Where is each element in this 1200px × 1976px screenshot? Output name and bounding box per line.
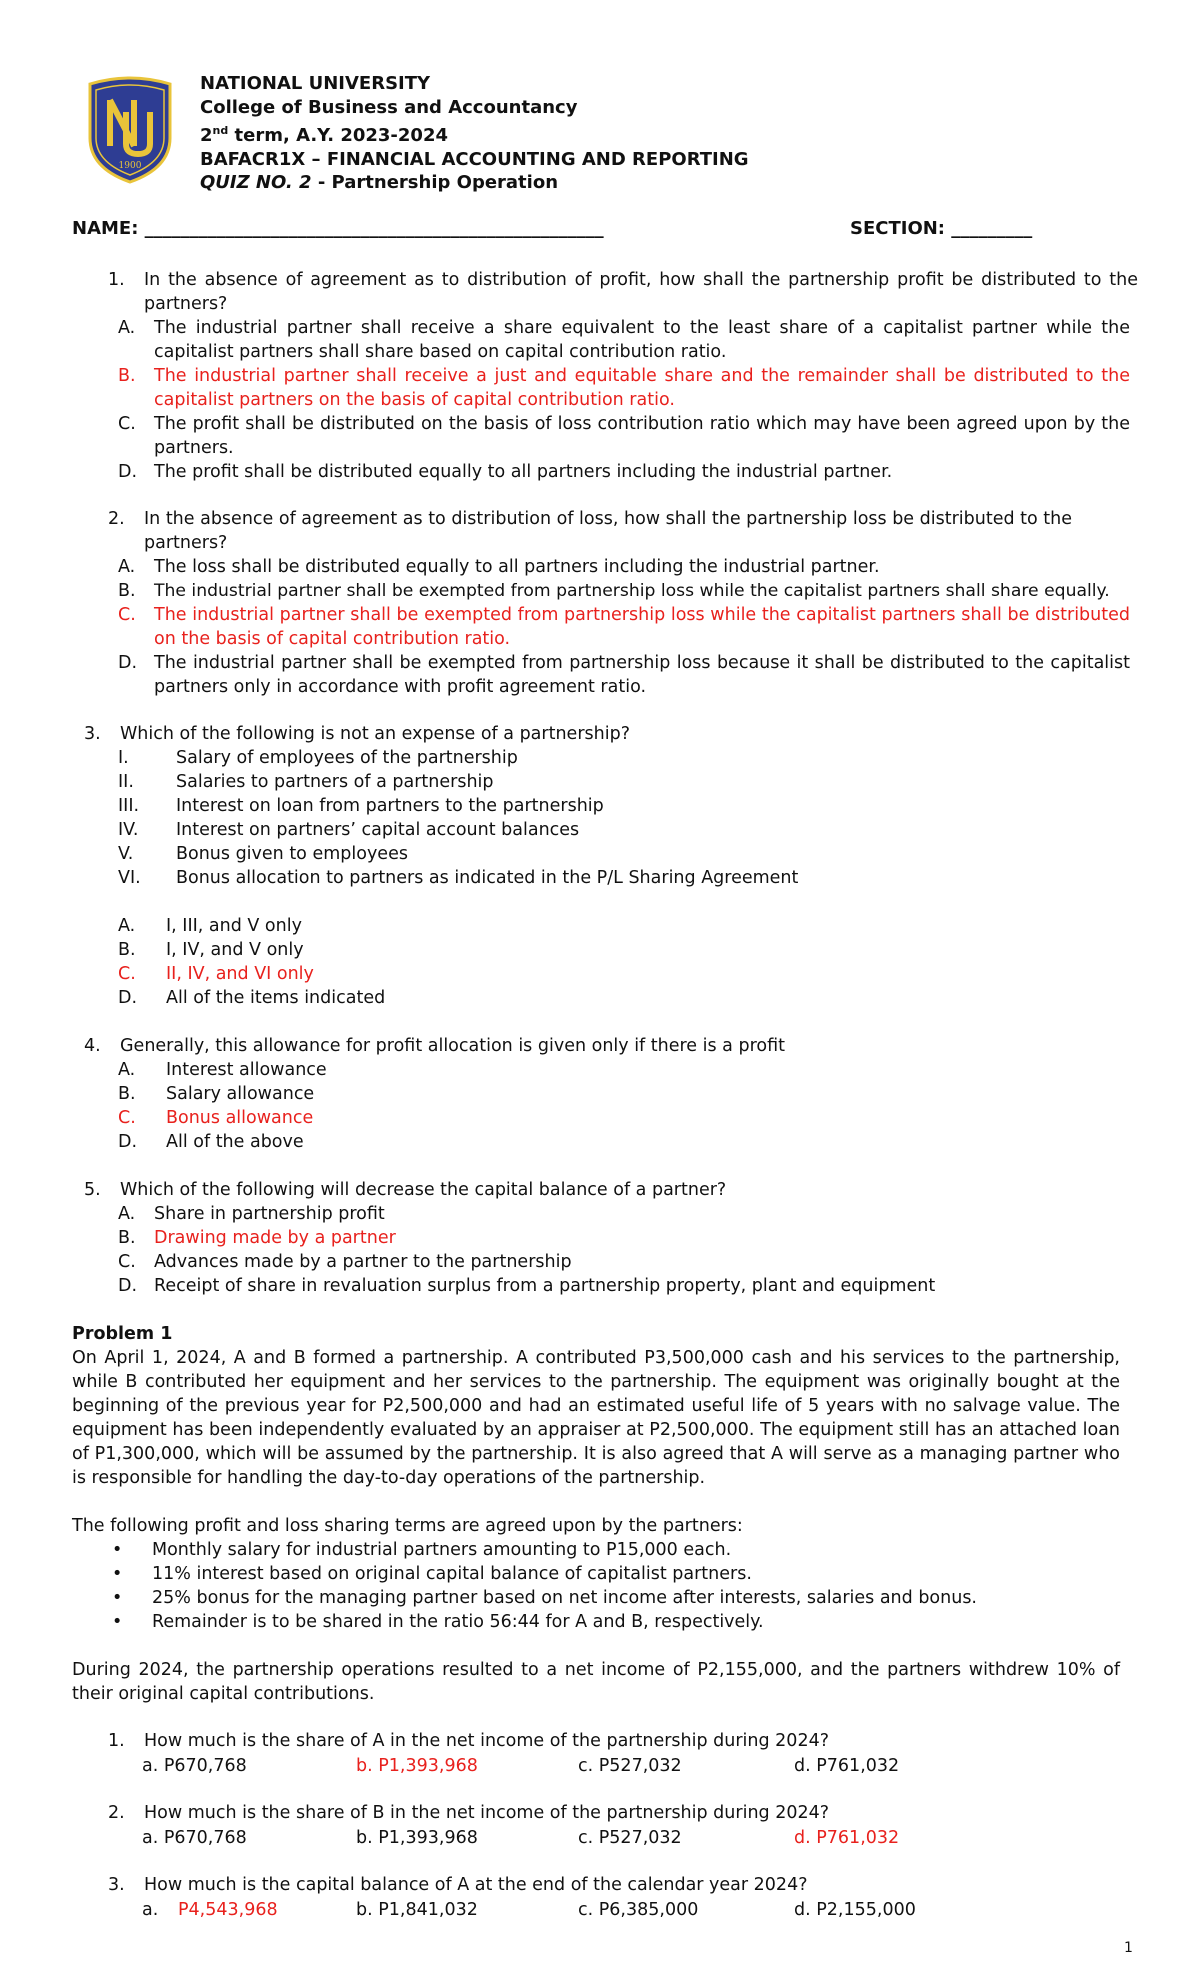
pq3-choice-b[interactable]: b. P1,841,032	[356, 1900, 478, 1920]
pq1-choice-b-answer[interactable]: b. P1,393,968	[356, 1756, 478, 1776]
page-number: 1	[1124, 1940, 1133, 1956]
pq3-choice-c[interactable]: c. P6,385,000	[578, 1900, 699, 1920]
bullet-icon: •	[112, 1612, 123, 1632]
pq2-choice-b[interactable]: b. P1,393,968	[356, 1828, 478, 1848]
pq3-choice-a-answer[interactable]: P4,543,968	[178, 1900, 278, 1920]
pq3-choice-d[interactable]: d. P2,155,000	[794, 1900, 916, 1920]
university-name: NATIONAL UNIVERSITY	[200, 73, 431, 94]
bullet-icon: •	[112, 1564, 123, 1584]
college-name: College of Business and Accountancy	[200, 96, 578, 118]
pq2-choice-c[interactable]: c. P527,032	[578, 1828, 682, 1848]
name-section-row	[72, 218, 1122, 239]
pq2-choice-d-answer[interactable]: d. P761,032	[794, 1828, 900, 1848]
problem-paragraph: On April 1, 2024, A and B formed a partnership. A contributed P3,500,000 cash and his services to the partnership, while B contributed her equipment and her services to the partnership. The equipment was originally bought at the beginning of the previous year for P2,500,000 and had an estimated useful life of 5 years with no salvage value. The equipment has been independently evaluated by an appraiser at P2,500,000. The equipment still has an attached loan of P1,300,000, which will be assumed by the partnership. It is also agreed that A will serve as a managing partner who is responsible for handling the day-to-day operations of the partnership.	[72, 1348, 1120, 1488]
course-title: BAFACR1X – FINANCIAL ACCOUNTING AND REPORTING	[200, 148, 749, 170]
problem-closing: During 2024, the partnership operations resulted to a net income of P2,155,000, and the partners withdrew 10% of their original capital contributions.	[72, 1660, 1120, 1704]
bullet-icon: •	[112, 1588, 123, 1608]
section-field[interactable]: SECTION: _________	[850, 218, 1033, 239]
document-header	[200, 72, 749, 195]
bullet-icon: •	[112, 1540, 123, 1560]
pq2-choice-a[interactable]: a. P670,768	[142, 1828, 247, 1848]
problem-title: Problem 1	[72, 1324, 173, 1344]
pq1-choice-d[interactable]: d. P761,032	[794, 1756, 900, 1776]
pq1-choice-a[interactable]: a. P670,768	[142, 1756, 247, 1776]
quiz-page: 1900 NATIONAL UNIVERSITY College of Business and Accountancy 2nd term, A.Y. 2023-2024 BAFACR1X – FINANCIAL ACCOUNTING AND REPORTING QUIZ NO. 2 - Partnership Operation NAME: ___________________________________________________ SECTION: _________ 1. In the absence of agreement as to distribution of profit, how shall the partnership profit be distributed to the partners? A. The industrial partner shall receive a share equivalent to the least share of a capitalist partner while the capitalist partners shall share based on capital contribution ratio. B. The industrial partner shall receive a just and equitable share and the remainder shall be distributed to the capitalist partners on the basis of capital contribution ratio. C. The profit shall be distributed on the basis of loss contribution ratio which may have been agreed upon by the partners. D. The profit shall be distributed equally to all partners including the industrial partner. 2. In the absence of agreement as to distribution of loss, how shall the partnership loss be distributed to the partners? A. The loss shall be distributed equally to all partners including the industrial partner. B. The industrial partner shall be exempted from partnership loss while the capitalist partners shall share equally. C. The industrial partner shall be exempted from partnership loss while the capitalist partners shall be distributed on the basis of capital contribution ratio. D. The industrial partner shall be exempted from partnership loss because it shall be distributed to the capitalist partners only in accordance with profit agreement ratio. 3. Which of the following is not an expense of a partnership? I. Salary of employees of the partnership II. Salaries to partners of a partnership III. Interest on loan from partners to the partnership IV. Interest on partners’ capital account balances V. Bonus given to employees VI. Bonus allocation to partners as indicated in the P/L Sharing Agreement A. I, III, and V only B. I, IV, and V only C. II, IV, and VI only D. All of the items indicated 4. Generally, this allowance for profit allocation is given only if there is a profit A. Interest allowance B. Salary allowance C. Bonus allowance D. All of the above 5. Which of the following will decrease the capital balance of a partner? A. Share in partnership profit B. Drawing made by a partner C. Advances made by a partner to the partnership D. Receipt of share in revaluation surplus from a partnership property, plant and equipment Problem 1 On April 1, 2024, A and B formed a partnership. A contributed P3,500,000 cash and his services to the partnership, while B contributed her equipment and her services to the partnership. The equipment was originally bought at the beginning of the previous year for P2,500,000 and had an estimated useful life of 5 years with no salvage value. The equipment has been independently evaluated by an appraiser at P2,500,000. The equipment still has an attached loan of P1,300,000, which will be assumed by the partnership. It is also agreed that A will serve as a managing partner who is responsible for handling the day-to-day operations of the partnership. The following profit and loss sharing terms are agreed upon by the partners: • Monthly salary for industrial partners amounting to P15,000 each. • 11% interest based on original capital balance of capitalist partners. • 25% bonus for the managing partner based on net income after interests, salaries and bonus. • Remainder is to be shared in the ratio 56:44 for A and B, respectively. During 2024, the partnership operations resulted to a net income of P2,155,000, and the partners withdrew 10% of their original capital contributions. 1. How much is the share of A in the net income of the partnership during 2024? a. P670,768 b. P1,393,968 c. P527,032 d. P761,032 2. How much is the share of B in the net income of the partnership during 2024? a. P670,768 b. P1,393,968 c. P527,032 d. P761,032 3. How much is the capital balance of A at the end of the calendar year 2024? a. P4,543,968 b. P1,841,032 c. P6,385,000 d. P2,155,000 1	[72, 73, 1138, 1956]
svg-text:1900: 1900	[118, 161, 142, 171]
name-field[interactable]: NAME: ___________________________________________________	[72, 218, 604, 239]
terms-intro: The following profit and loss sharing terms are agreed upon by the partners:	[72, 1516, 743, 1536]
university-seal-logo	[84, 76, 176, 184]
pq1-choice-c[interactable]: c. P527,032	[578, 1756, 682, 1776]
pq3-choice-a-letter: a.	[142, 1900, 159, 1920]
term-line: 2nd term, A.Y. 2023-2024	[200, 124, 448, 146]
quiz-title: QUIZ NO. 2 - Partnership Operation	[200, 172, 559, 193]
